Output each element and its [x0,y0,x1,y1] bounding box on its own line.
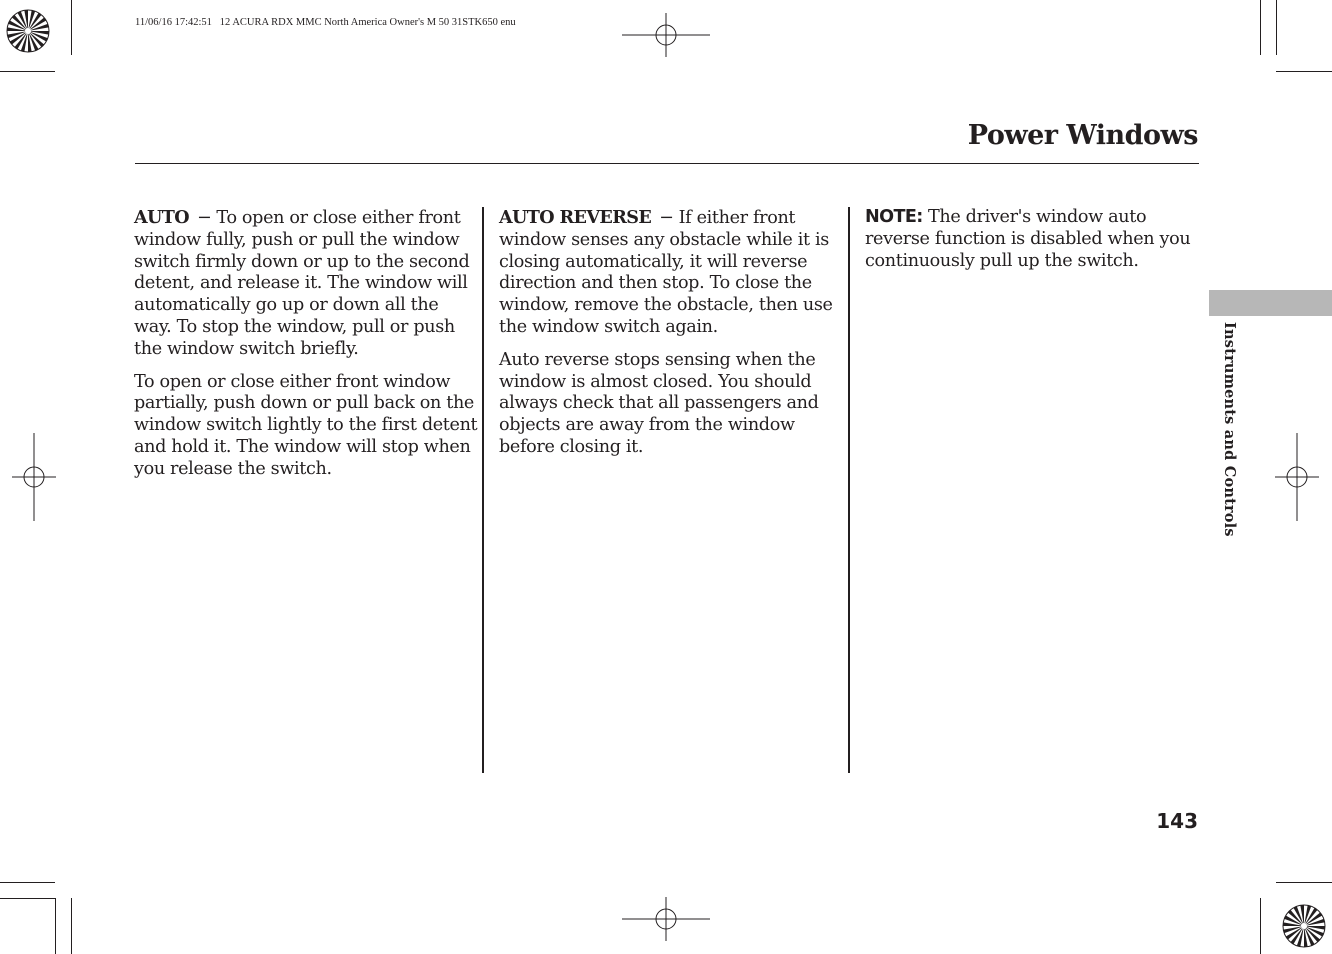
auto-reverse-caution-paragraph: Auto reverse stops sensing when the window is almost closed. You should always check that all passengers and objects are away from the window before closing it. [499,349,819,457]
note-text: The driver's window auto reverse function is disabled when you continuously pull up the switch. [865,207,1191,271]
column-2 [499,207,837,470]
crop-mark [0,71,55,72]
note-paragraph [865,207,1200,272]
sunburst-target-top-left [5,8,51,54]
dash: − [197,208,212,228]
crop-mark [1276,71,1332,72]
section-tab-label: Instruments and Controls [1221,322,1238,537]
dash: − [659,208,674,228]
page-number: 143 [1156,809,1198,833]
column-3 [865,207,1200,283]
title-rule [135,163,1199,164]
note-label: NOTE: [865,207,923,227]
column-1 [134,207,479,492]
auto-reverse-paragraph [499,207,837,339]
page-title: Power Windows [967,120,1198,151]
crop-mark [1260,898,1261,954]
auto-reverse-description: If either front window senses any obstacle while it is closing automatically, it will reverse direction and then stop. To close the window, remove the obstacle, then use the window switch again. [499,208,833,337]
registration-mark-left [12,433,56,521]
crop-mark [55,898,56,954]
crop-mark [0,882,55,883]
partial-paragraph: To open or close either front window partially, push down or pull back on the window switch lightly to the first detent and hold it. The window will stop when you release the switch. [134,371,478,479]
crop-mark [1276,882,1332,883]
crop-mark [1260,0,1261,55]
registration-mark-top [622,13,710,57]
column-divider [482,207,484,773]
crop-mark [71,0,72,55]
section-tab [1209,290,1332,316]
crop-mark [71,898,72,954]
crop-mark [1276,0,1277,55]
print-header: 11/06/16 17:42:51 12 ACURA RDX MMC North America Owner's M 50 31STK650 enu [135,17,516,28]
term-auto: AUTO [134,207,190,228]
column-divider [848,207,850,773]
registration-mark-right [1275,433,1319,521]
registration-mark-bottom [622,897,710,941]
auto-paragraph [134,207,479,361]
auto-description: To open or close either front window fully, push or pull the window switch firmly down or up to the second detent, and release it. The window will automatically go up or down all the way. To stop the window, pull or push the window switch briefly. [134,208,470,359]
sunburst-target-bottom-right [1281,903,1327,949]
term-auto-reverse: AUTO REVERSE [499,207,652,228]
crop-mark [0,898,55,899]
